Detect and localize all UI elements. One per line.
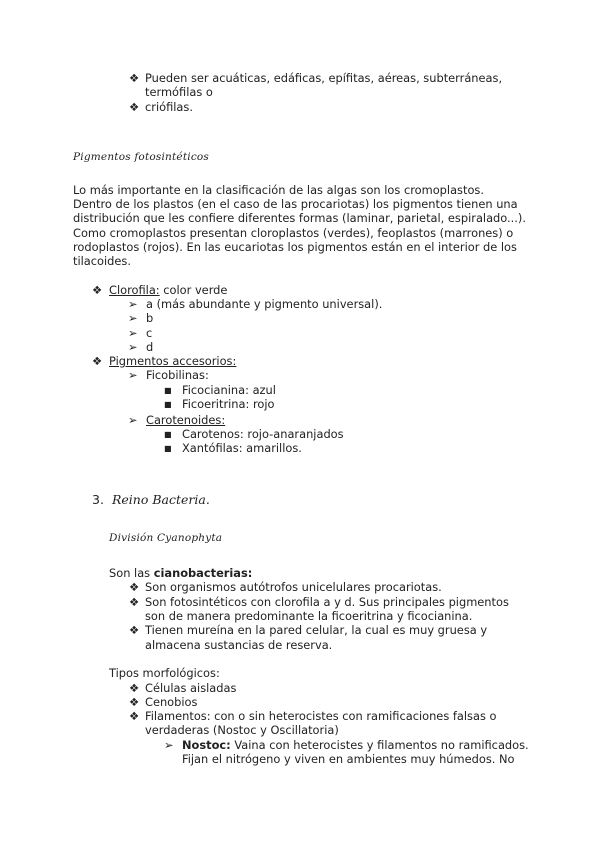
diamond-bullet-icon: ❖ bbox=[92, 283, 103, 297]
tipos-label: Tipos morfológicos: bbox=[109, 666, 220, 680]
list-item: a (más abundante y pigmento universal). bbox=[146, 297, 383, 311]
list-item: Son fotosintéticos con clorofila a y d. Sus principales pigmentos bbox=[145, 595, 509, 609]
list-item: c bbox=[146, 326, 153, 340]
list-item: Carotenos: rojo-anaranjados bbox=[182, 427, 344, 441]
list-item: Pueden ser acuáticas, edáficas, epífitas, aéreas, subterráneas, bbox=[145, 71, 503, 85]
list-item: Cenobios bbox=[145, 695, 198, 709]
square-bullet-icon: ■ bbox=[164, 430, 172, 439]
arrow-bullet-icon: ➢ bbox=[128, 368, 138, 382]
list-item-continuation: son de manera predominante la ficoeritrina y ficocianina. bbox=[145, 609, 473, 623]
diamond-bullet-icon: ❖ bbox=[129, 709, 140, 723]
list-item: Xantófilas: amarillos. bbox=[182, 441, 302, 455]
list-item: criófilas. bbox=[145, 100, 193, 114]
accesorios-label bbox=[109, 354, 236, 369]
nostoc-item bbox=[182, 738, 529, 753]
diamond-bullet-icon: ❖ bbox=[129, 623, 140, 637]
list-item: Filamentos: con o sin heterocistes con ramificaciones falsas o bbox=[145, 709, 497, 723]
diamond-bullet-icon: ❖ bbox=[129, 595, 140, 609]
list-item: Tienen mureína en la pared celular, la cual es muy gruesa y bbox=[145, 623, 488, 637]
intro-text: Son las bbox=[109, 566, 154, 580]
arrow-bullet-icon: ➢ bbox=[128, 340, 138, 354]
section-title: Reino Bacteria. bbox=[112, 492, 210, 507]
cianobacterias-intro bbox=[109, 566, 252, 581]
arrow-bullet-icon: ➢ bbox=[128, 326, 138, 340]
diamond-bullet-icon: ❖ bbox=[129, 71, 140, 85]
division-heading: División Cyanophyta bbox=[109, 532, 223, 544]
list-item: Células aisladas bbox=[145, 681, 237, 695]
clorofila-item bbox=[109, 283, 227, 298]
diamond-bullet-icon: ❖ bbox=[129, 695, 140, 709]
nostoc-description: Vaina con heterocistes y filamentos no ramificados. bbox=[230, 738, 529, 752]
subheading-pigmentos: Pigmentos fotosintéticos bbox=[73, 151, 210, 163]
carotenoides-label-text: Carotenoides: bbox=[146, 413, 226, 427]
clorofila-label: Clorofila: bbox=[109, 283, 160, 297]
carotenoides-label bbox=[146, 413, 225, 428]
intro-bold: cianobacterias: bbox=[153, 566, 253, 580]
square-bullet-icon: ■ bbox=[164, 400, 172, 409]
arrow-bullet-icon: ➢ bbox=[128, 311, 138, 325]
list-item: Ficoeritrina: rojo bbox=[182, 397, 275, 411]
list-item: b bbox=[146, 311, 154, 325]
list-item-continuation: verdaderas (Nostoc y Oscillatoria) bbox=[145, 723, 339, 737]
nostoc-label: Nostoc: bbox=[182, 738, 231, 752]
accesorios-label-text: Pigmentos accesorios: bbox=[109, 354, 237, 368]
list-item: Son organismos autótrofos unicelulares procariotas. bbox=[145, 580, 442, 594]
square-bullet-icon: ■ bbox=[164, 386, 172, 395]
arrow-bullet-icon: ➢ bbox=[128, 413, 138, 427]
clorofila-description: color verde bbox=[159, 283, 228, 297]
diamond-bullet-icon: ❖ bbox=[129, 580, 140, 594]
ficobilinas-label: Ficobilinas: bbox=[146, 368, 209, 382]
arrow-bullet-icon: ➢ bbox=[128, 297, 138, 311]
paragraph-line: Dentro de los plastos (en el caso de las procariotas) los pigmentos tienen una bbox=[73, 197, 518, 211]
list-item-continuation: almacena sustancias de reserva. bbox=[145, 638, 333, 652]
diamond-bullet-icon: ❖ bbox=[92, 354, 103, 368]
section-number: 3. bbox=[92, 492, 104, 507]
arrow-bullet-icon: ➢ bbox=[164, 738, 174, 752]
nostoc-continuation: Fijan el nitrógeno y viven en ambientes muy húmedos. No bbox=[182, 752, 515, 766]
list-item-continuation: termófilas o bbox=[145, 85, 213, 99]
list-item: d bbox=[146, 340, 154, 354]
paragraph-line: Lo más importante en la clasificación de las algas son los cromoplastos. bbox=[73, 183, 484, 197]
paragraph-line: Como cromoplastos presentan cloroplastos (verdes), feoplastos (marrones) o bbox=[73, 226, 514, 240]
square-bullet-icon: ■ bbox=[164, 444, 172, 453]
diamond-bullet-icon: ❖ bbox=[129, 100, 140, 114]
diamond-bullet-icon: ❖ bbox=[129, 681, 140, 695]
paragraph-line: rodoplastos (rojos). En las eucariotas los pigmentos están en el interior de los bbox=[73, 240, 517, 254]
list-item: Ficocianina: azul bbox=[182, 383, 276, 397]
paragraph-line: tilacoides. bbox=[73, 254, 131, 268]
paragraph-line: distribución que les confiere diferentes formas (laminar, parietal, espiralado...). bbox=[73, 211, 526, 225]
